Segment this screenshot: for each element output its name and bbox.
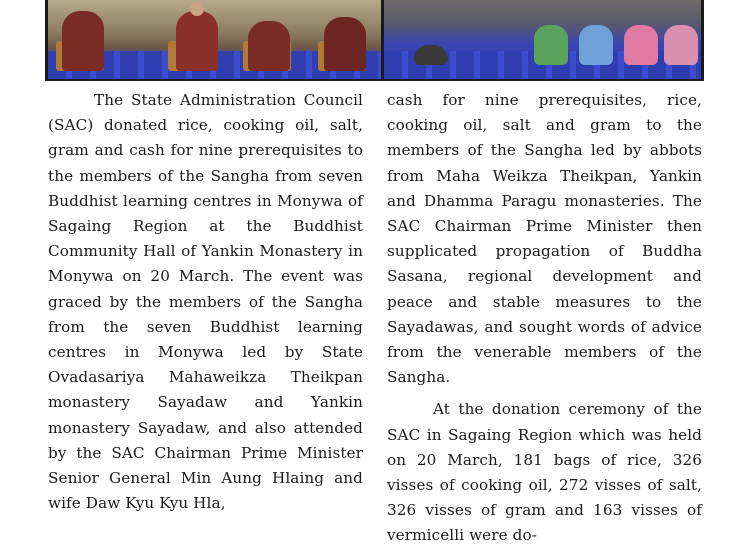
seated-person [414,45,448,65]
monk-head [190,2,204,16]
monk-figure [62,11,104,71]
left-photo [48,0,381,79]
seated-person [579,25,613,65]
right-text-column [387,88,702,549]
seated-person [534,25,568,65]
right-photo [384,0,701,79]
monk-figure [324,17,366,71]
left-text-column [48,88,363,516]
photo-strip [45,0,704,81]
seated-person [664,25,698,65]
monk-figure [248,21,290,71]
seated-person [624,25,658,65]
monk-figure [176,11,218,71]
article-paragraph-continued: cash for nine prerequisites, rice, cooking oil, salt and gram to the members of the Sangha led by abbots from Maha Weikza Theikpan, Yankin and Dhamma Paragu monasteries. The SAC Chairman Prime Minister then supplicated propagation of Buddha Sasana, regional development and peace and stable measures to the Sayadawas, and sought words of advice from the venerable members of the Sangha. [387,91,702,387]
article-paragraph: At the donation ceremony of the SAC in Sagaing Region which was held on 20 March, 181 bags of rice, 326 visses of cooking oil, 272 visses of salt, 326 visses of gram and 163 visses of vermicelli were do- [387,400,702,545]
article-paragraph: The State Administration Council (SAC) donated rice, cooking oil, salt, gram and cash for nine prerequisites to the members of the Sangha from seven Buddhist learning centres in Monywa of Sagaing Region at the Buddhist Community Hall of Yankin Monastery in Monywa on 20 March. The event was graced by the members of the Sangha from the seven Buddhist learning centres in Monywa led by State Ovadasariya Mahaweikza Theikpan monastery Sayadaw and Yankin monastery Sayadaw, and also attended by the SAC Chairman Prime Minister Senior General Min Aung Hlaing and wife Daw Kyu Kyu Hla, [48,91,363,513]
